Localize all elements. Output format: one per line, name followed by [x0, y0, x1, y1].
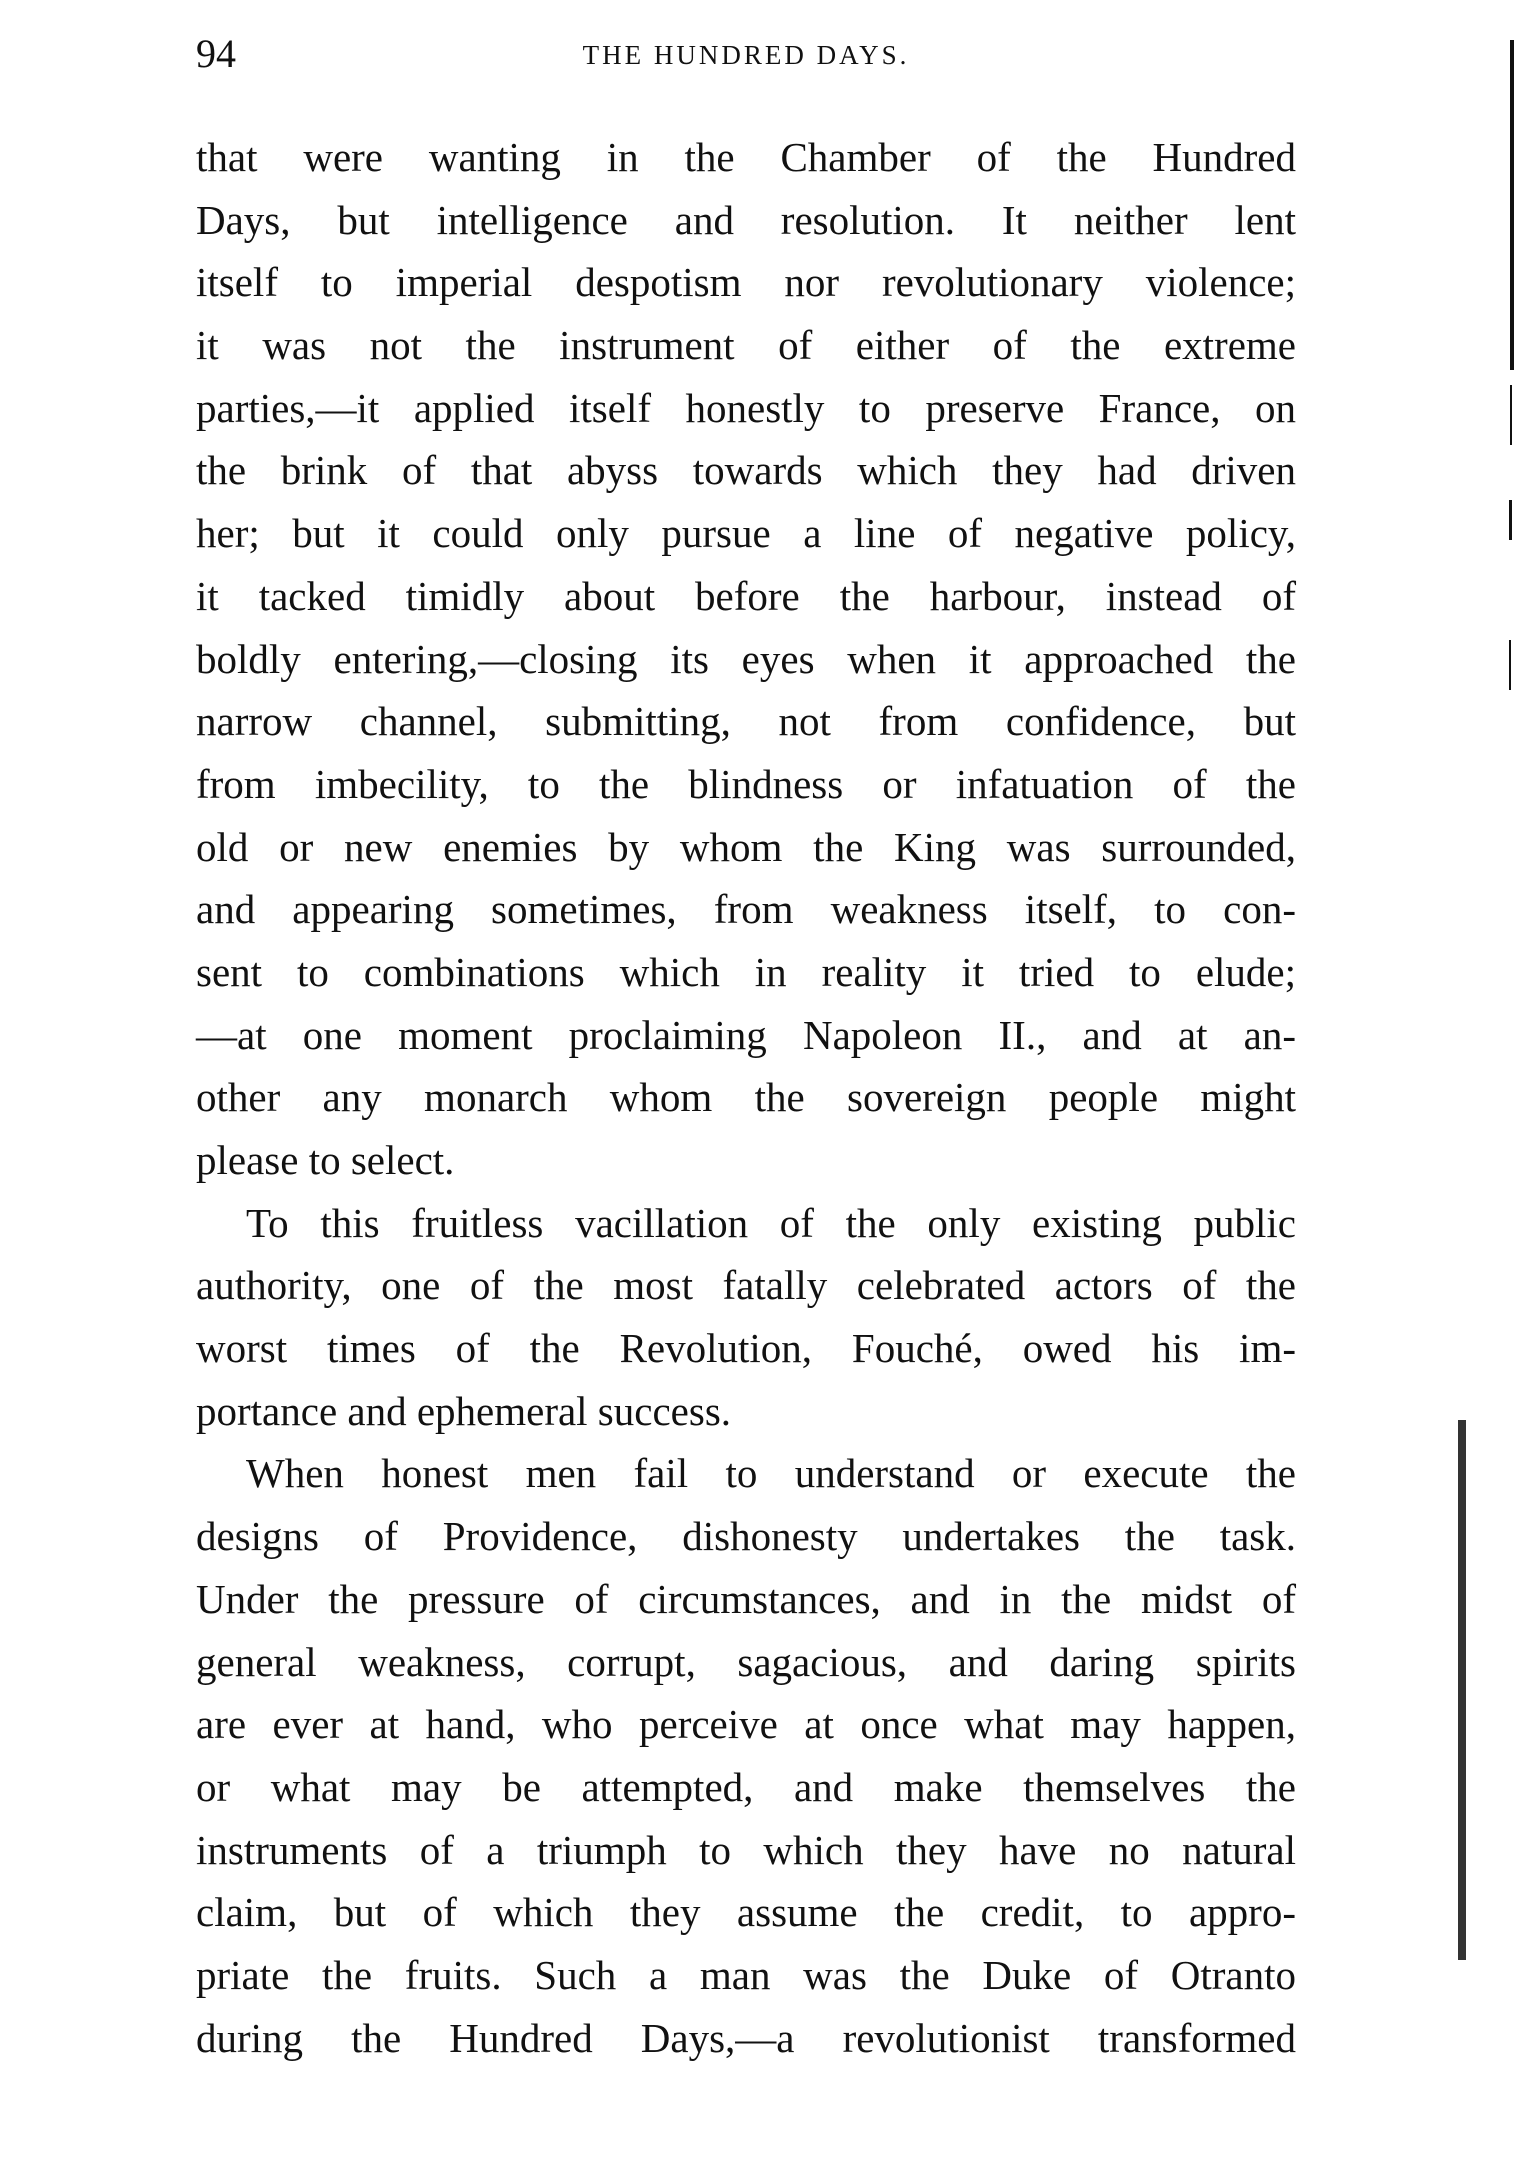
text-line: To this fruitless vacillation of the only existing public	[246, 1199, 1296, 1246]
text-line: please to select.	[196, 1137, 455, 1183]
text-line: instruments of a triumph to which they have no natural	[196, 1826, 1296, 1873]
text-line: authority, one of the most fatally celebrated actors of the	[196, 1262, 1296, 1309]
text-line: parties,—it applied itself honestly to preserve France, on	[196, 384, 1296, 431]
text-line: boldly entering,—closing its eyes when it approached the	[196, 635, 1296, 682]
text-line: portance and ephemeral success.	[196, 1387, 732, 1434]
body-text	[196, 126, 1296, 2069]
text-line: claim, but of which they assume the credit, to appro-	[196, 1889, 1296, 1936]
text-line: priate the fruits. Such a man was the Duke of Otranto	[196, 1951, 1296, 1998]
text-line: during the Hundred Days,—a revolutionist transformed	[196, 2014, 1296, 2061]
text-line: from imbecility, to the blindness or infatuation of the	[196, 760, 1296, 807]
text-line: it tacked timidly about before the harbour, instead of	[196, 572, 1296, 619]
text-line: designs of Providence, dishonesty undertakes the task.	[196, 1513, 1296, 1560]
text-line: and appearing sometimes, from weakness itself, to con-	[196, 886, 1296, 933]
text-line: —at one moment proclaiming Napoleon II., and at an-	[196, 1011, 1296, 1058]
text-line: itself to imperial despotism nor revolutionary violence;	[196, 259, 1296, 306]
page-edge-shadow	[1458, 1420, 1466, 1960]
text-line: the brink of that abyss towards which they had driven	[196, 447, 1296, 494]
page-number: 94	[196, 31, 236, 76]
text-line: general weakness, corrupt, sagacious, and daring spirits	[196, 1638, 1296, 1685]
text-line: sent to combinations which in reality it tried to elude;	[196, 948, 1296, 995]
text-line: other any monarch whom the sovereign people might	[196, 1074, 1296, 1121]
page-edge-shadow	[1510, 385, 1512, 445]
text-line: her; but it could only pursue a line of negative policy,	[196, 510, 1296, 557]
page-edge-shadow	[1509, 640, 1511, 690]
page-edge-shadow	[1510, 40, 1514, 370]
text-line: Days, but intelligence and resolution. It neither lent	[196, 196, 1296, 243]
text-line: or what may be attempted, and make themselves the	[196, 1763, 1296, 1810]
page-header	[196, 30, 1296, 80]
text-line: that were wanting in the Chamber of the Hundred	[196, 134, 1296, 180]
text-line: narrow channel, submitting, not from confidence, but	[196, 698, 1296, 745]
text-line: are ever at hand, who perceive at once what may happen,	[196, 1701, 1296, 1748]
page-edge-shadow	[1509, 500, 1512, 540]
running-title: THE HUNDRED DAYS.	[582, 40, 910, 70]
text-line: Under the pressure of circumstances, and in the midst of	[196, 1575, 1296, 1622]
text-line: old or new enemies by whom the King was surrounded,	[196, 823, 1296, 870]
text-line: worst times of the Revolution, Fouché, owed his im-	[196, 1325, 1296, 1372]
text-line: it was not the instrument of either of the extreme	[196, 322, 1296, 369]
text-line: When honest men fail to understand or execute the	[246, 1450, 1296, 1497]
